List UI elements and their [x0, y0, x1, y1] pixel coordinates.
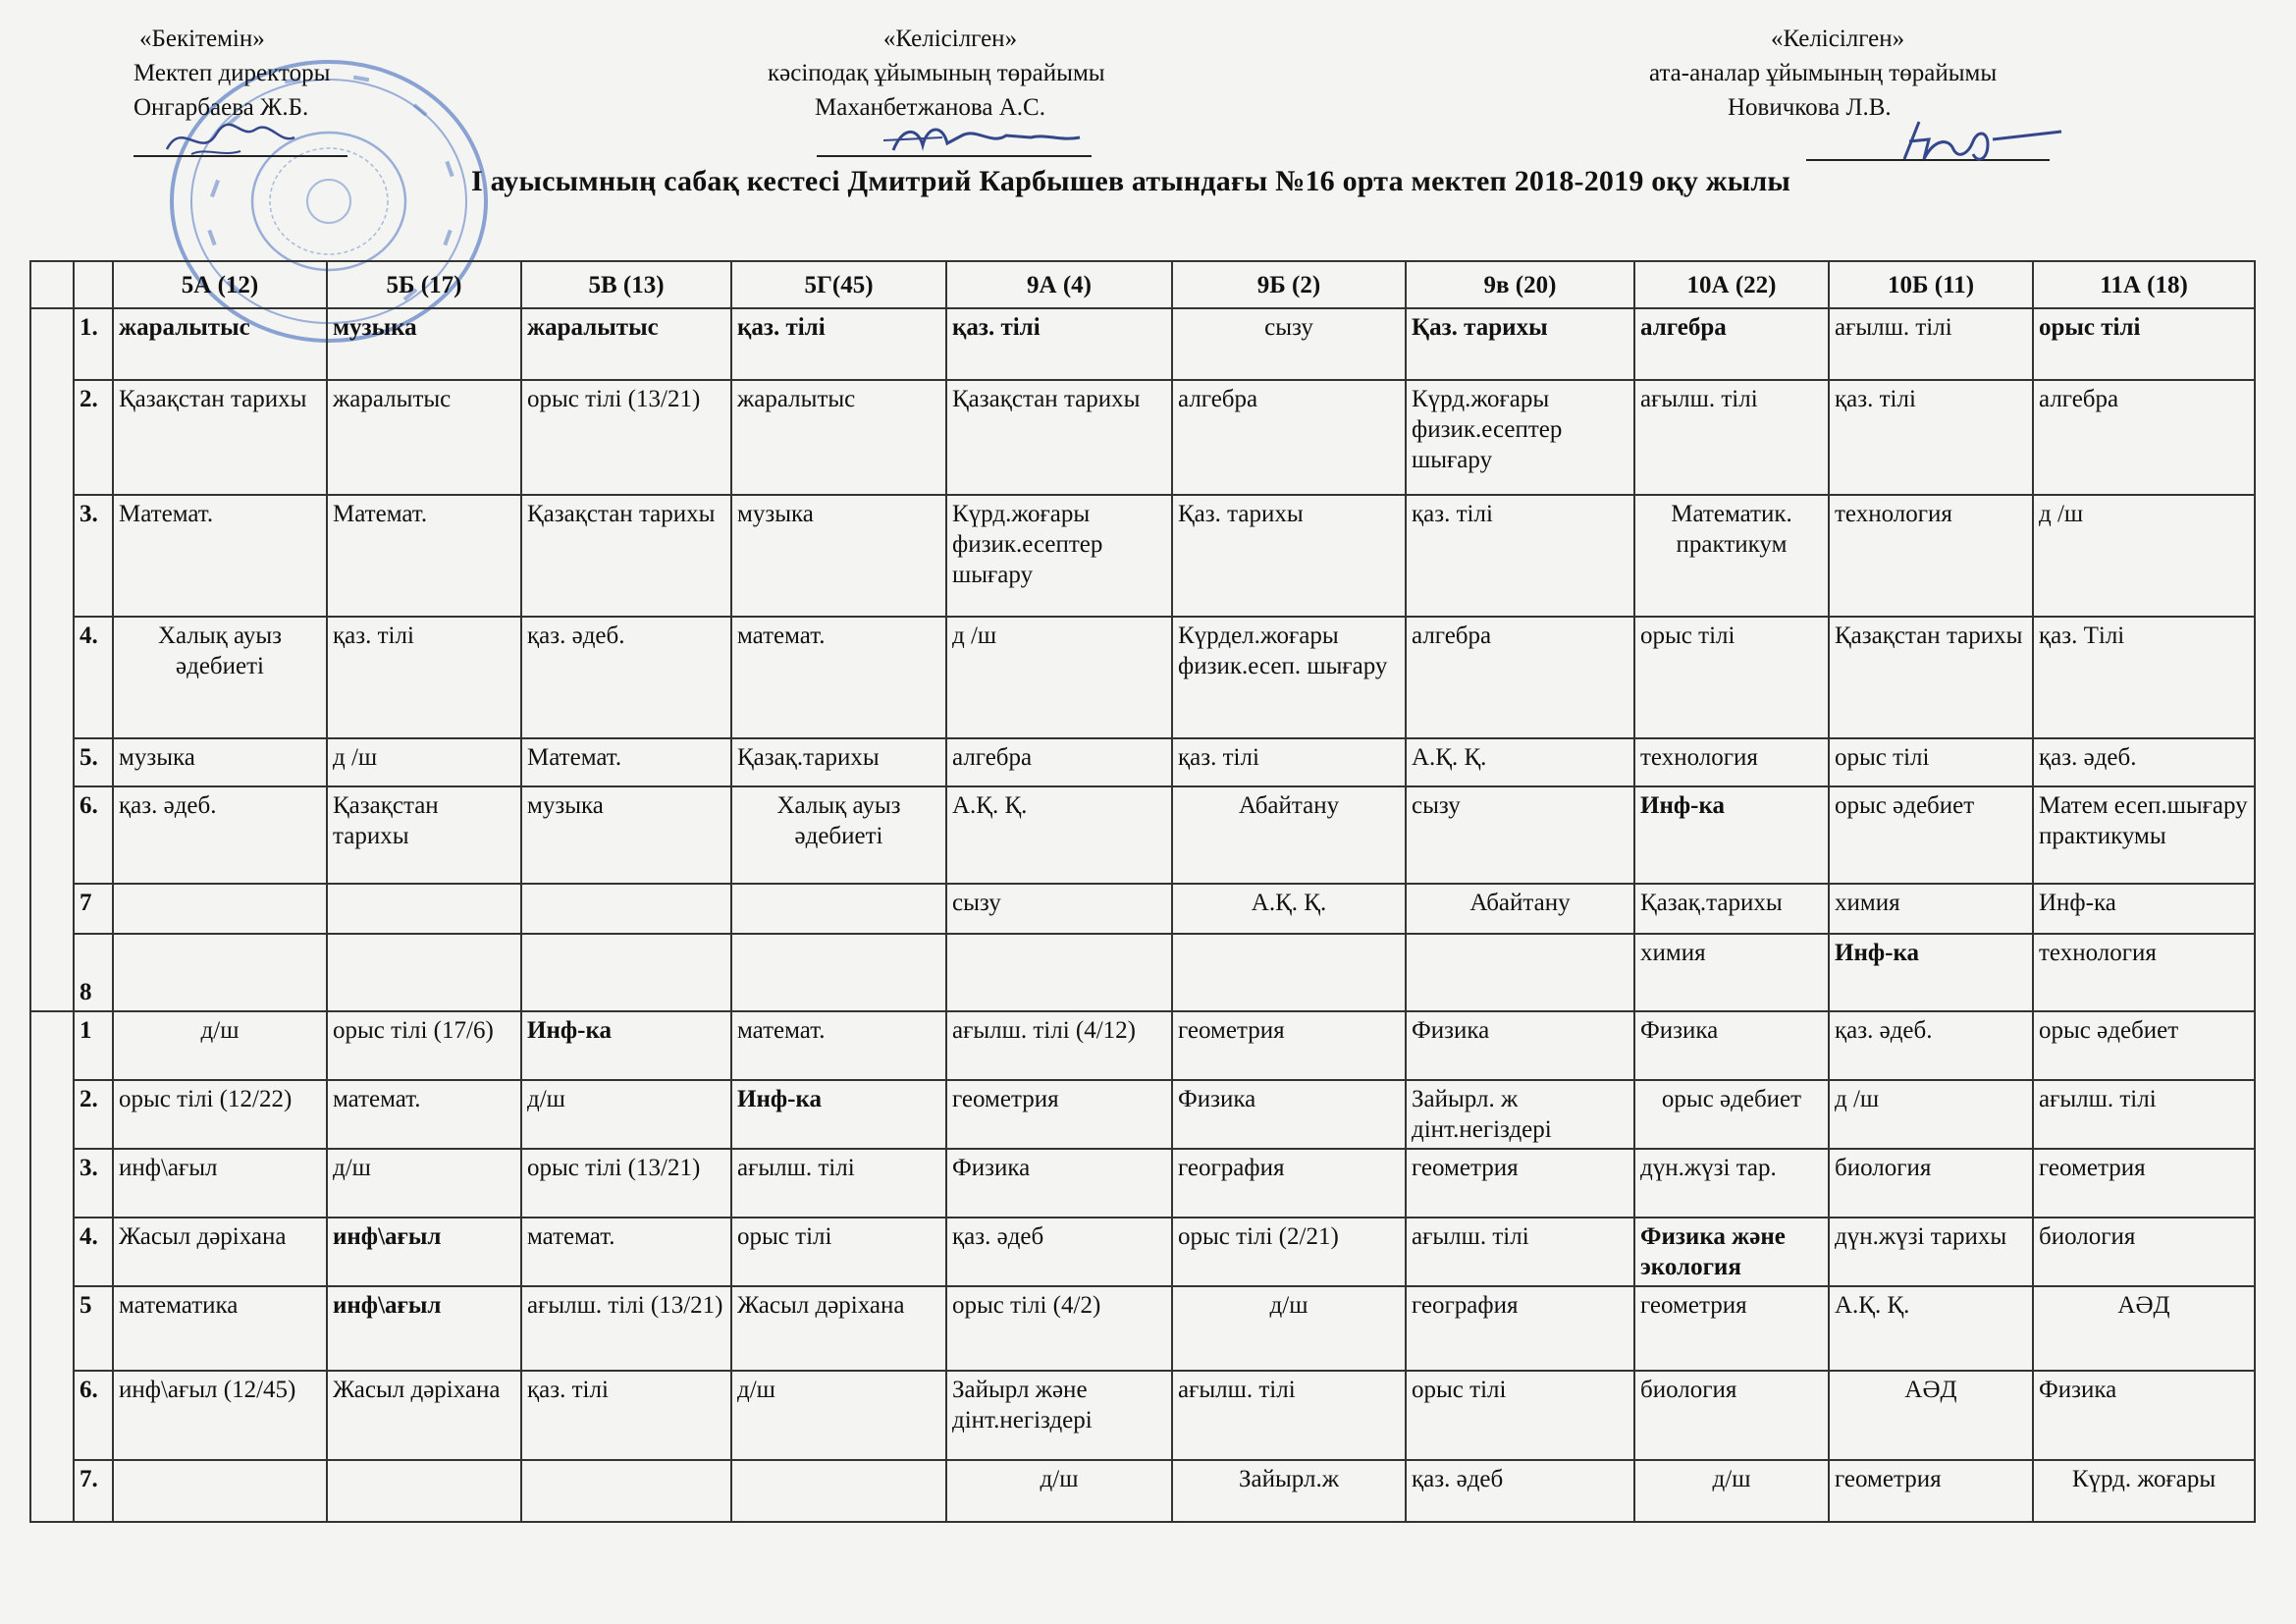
subject-cell: Зайырл. ж дінт.негіздері: [1406, 1080, 1634, 1149]
subject-cell: [1406, 934, 1634, 1011]
lesson-number: 1.: [74, 308, 113, 380]
subject-cell: қаз. әдеб.: [2033, 738, 2255, 786]
subject-cell: дүн.жүзі тарихы: [1829, 1218, 2033, 1286]
subject-cell: жаралытыс: [327, 380, 521, 495]
subject-cell: ағылш. тілі: [731, 1149, 946, 1218]
schedule-row: [30, 1149, 2255, 1218]
column-header: 5Б (17): [327, 261, 521, 308]
header-day-cell: [30, 261, 74, 308]
lesson-number: 4.: [74, 617, 113, 738]
document-title: I ауысымның сабақ кестесі Дмитрий Карбышев атындағы №16 орта мектеп 2018-2019 оқу жылы: [471, 165, 1791, 197]
subject-cell: музыка: [731, 495, 946, 617]
column-header: 11А (18): [2033, 261, 2255, 308]
subject-cell: жаралытыс: [731, 380, 946, 495]
subject-cell: музыка: [327, 308, 521, 380]
subject-cell: Зайырл және дінт.негіздері: [946, 1371, 1172, 1460]
header-row: [30, 261, 2255, 308]
subject-cell: Физика: [946, 1149, 1172, 1218]
subject-cell: биология: [1634, 1371, 1829, 1460]
day-label-cell: [30, 308, 74, 1011]
subject-cell: Халық ауыз әдебиеті: [113, 617, 327, 738]
subject-cell: Жасыл дәріхана: [327, 1371, 521, 1460]
schedule-row: [30, 884, 2255, 934]
lesson-number: 5.: [74, 738, 113, 786]
schedule-row: [30, 495, 2255, 617]
subject-cell: алгебра: [1172, 380, 1406, 495]
subject-cell: орыс тілі: [731, 1218, 946, 1286]
subject-cell: алгебра: [1406, 617, 1634, 738]
lesson-number: 3.: [74, 1149, 113, 1218]
subject-cell: Физика: [1172, 1080, 1406, 1149]
subject-cell: Қазақстан тарихы: [1829, 617, 2033, 738]
subject-cell: Күрдел.жоғары физик.есеп. шығару: [1172, 617, 1406, 738]
subject-cell: химия: [1634, 934, 1829, 1011]
subject-cell: д /ш: [946, 617, 1172, 738]
subject-cell: Абайтану: [1406, 884, 1634, 934]
schedule-row: [30, 934, 2255, 1011]
subject-cell: [946, 934, 1172, 1011]
subject-cell: Халық ауыз әдебиеті: [731, 786, 946, 884]
subject-cell: орыс әдебиет: [2033, 1011, 2255, 1080]
subject-cell: геометрия: [946, 1080, 1172, 1149]
subject-cell: Қазақ.тарихы: [1634, 884, 1829, 934]
subject-cell: д /ш: [1829, 1080, 2033, 1149]
subject-cell: [1172, 934, 1406, 1011]
approval-right-label: «Келісілген»: [1771, 26, 1905, 52]
subject-cell: [327, 884, 521, 934]
subject-cell: А.Қ. Қ.: [946, 786, 1172, 884]
subject-cell: Қазақстан тарихы: [327, 786, 521, 884]
subject-cell: алгебра: [1634, 308, 1829, 380]
column-header: 10Б (11): [1829, 261, 2033, 308]
column-header: 9А (4): [946, 261, 1172, 308]
subject-cell: география: [1172, 1149, 1406, 1218]
lesson-number: 7.: [74, 1460, 113, 1522]
subject-cell: дүн.жүзі тар.: [1634, 1149, 1829, 1218]
subject-cell: Физика: [1406, 1011, 1634, 1080]
lesson-number: 1: [74, 1011, 113, 1080]
schedule-row: [30, 738, 2255, 786]
subject-cell: геометрия: [1634, 1286, 1829, 1371]
subject-cell: [731, 934, 946, 1011]
schedule-row: [30, 1218, 2255, 1286]
subject-cell: Жасыл дәріхана: [113, 1218, 327, 1286]
subject-cell: орыс тілі (13/21): [521, 380, 731, 495]
subject-cell: технология: [2033, 934, 2255, 1011]
subject-cell: биология: [2033, 1218, 2255, 1286]
subject-cell: Күрд.жоғары физик.есептер шығару: [946, 495, 1172, 617]
subject-cell: Инф-ка: [1634, 786, 1829, 884]
subject-cell: алгебра: [946, 738, 1172, 786]
schedule-table: [29, 260, 2256, 1523]
subject-cell: инф\ағыл: [327, 1218, 521, 1286]
subject-cell: музыка: [521, 786, 731, 884]
subject-cell: қаз. әдеб: [946, 1218, 1172, 1286]
schedule-row: [30, 308, 2255, 380]
approval-middle-label: «Келісілген»: [882, 26, 1018, 52]
subject-cell: орыс тілі (2/21): [1172, 1218, 1406, 1286]
subject-cell: қаз. тілі: [1829, 380, 2033, 495]
subject-cell: д /ш: [327, 738, 521, 786]
subject-cell: ағылш. тілі: [1406, 1218, 1634, 1286]
schedule-row: [30, 617, 2255, 738]
subject-cell: [327, 1460, 521, 1522]
lesson-number: 3.: [74, 495, 113, 617]
subject-cell: Математ.: [327, 495, 521, 617]
subject-cell: геометрия: [1172, 1011, 1406, 1080]
subject-cell: ағылш. тілі (13/21): [521, 1286, 731, 1371]
schedule-row: [30, 1011, 2255, 1080]
subject-cell: Абайтану: [1172, 786, 1406, 884]
subject-cell: математика: [113, 1286, 327, 1371]
subject-cell: геометрия: [1829, 1460, 2033, 1522]
subject-cell: д/ш: [946, 1460, 1172, 1522]
subject-cell: инф\ағыл: [113, 1149, 327, 1218]
subject-cell: сызу: [1172, 308, 1406, 380]
subject-cell: қаз. әдеб: [1406, 1460, 1634, 1522]
subject-cell: Қазақ.тарихы: [731, 738, 946, 786]
schedule-row: [30, 786, 2255, 884]
schedule-row: [30, 1371, 2255, 1460]
column-header: 9Б (2): [1172, 261, 1406, 308]
subject-cell: [521, 934, 731, 1011]
subject-cell: Қаз. тарихы: [1172, 495, 1406, 617]
approval-left-name: Онгарбаева Ж.Б.: [133, 94, 309, 121]
lesson-number: 2.: [74, 1080, 113, 1149]
subject-cell: Инф-ка: [2033, 884, 2255, 934]
subject-cell: қаз. тілі: [731, 308, 946, 380]
subject-cell: Физика: [2033, 1371, 2255, 1460]
subject-cell: ағылш. тілі: [1172, 1371, 1406, 1460]
approval-left-label: «Бекітемін»: [139, 26, 265, 52]
subject-cell: орыс тілі: [2033, 308, 2255, 380]
column-header: 5Г(45): [731, 261, 946, 308]
subject-cell: геометрия: [1406, 1149, 1634, 1218]
subject-cell: [113, 1460, 327, 1522]
subject-cell: А.Қ. Қ.: [1829, 1286, 2033, 1371]
subject-cell: қаз. әдеб.: [521, 617, 731, 738]
subject-cell: орыс тілі (4/2): [946, 1286, 1172, 1371]
subject-cell: орыс тілі: [1406, 1371, 1634, 1460]
subject-cell: д/ш: [731, 1371, 946, 1460]
approval-right-name: Новичкова Л.В.: [1728, 94, 1892, 121]
column-header: 5А (12): [113, 261, 327, 308]
subject-cell: қаз. тілі: [946, 308, 1172, 380]
subject-cell: [327, 934, 521, 1011]
approval-middle-name: Маханбетжанова А.С.: [815, 94, 1045, 121]
subject-cell: алгебра: [2033, 380, 2255, 495]
subject-cell: Математ.: [113, 495, 327, 617]
subject-cell: орыс тілі: [1829, 738, 2033, 786]
subject-cell: д/ш: [327, 1149, 521, 1218]
lesson-number: 7: [74, 884, 113, 934]
subject-cell: орыс тілі: [1634, 617, 1829, 738]
column-header: 9в (20): [1406, 261, 1634, 308]
subject-cell: қаз. тілі: [1406, 495, 1634, 617]
subject-cell: д /ш: [2033, 495, 2255, 617]
subject-cell: жаралытыс: [521, 308, 731, 380]
subject-cell: орыс әдебиет: [1634, 1080, 1829, 1149]
subject-cell: АӘД: [1829, 1371, 2033, 1460]
subject-cell: қаз. тілі: [1172, 738, 1406, 786]
subject-cell: [521, 1460, 731, 1522]
column-header: 5В (13): [521, 261, 731, 308]
subject-cell: қаз. тілі: [327, 617, 521, 738]
subject-cell: ағылш. тілі (4/12): [946, 1011, 1172, 1080]
subject-cell: АӘД: [2033, 1286, 2255, 1371]
day-label-cell: [30, 1011, 74, 1522]
subject-cell: технология: [1634, 738, 1829, 786]
subject-cell: [521, 884, 731, 934]
subject-cell: орыс тілі (12/22): [113, 1080, 327, 1149]
subject-cell: [113, 884, 327, 934]
subject-cell: Жасыл дәріхана: [731, 1286, 946, 1371]
subject-cell: д/ш: [1172, 1286, 1406, 1371]
lesson-number: 2.: [74, 380, 113, 495]
approval-middle: [768, 22, 1219, 125]
subject-cell: Қазақстан тарихы: [946, 380, 1172, 495]
subject-cell: қаз. тілі: [521, 1371, 731, 1460]
subject-cell: д/ш: [113, 1011, 327, 1080]
subject-cell: технология: [1829, 495, 2033, 617]
subject-cell: математ.: [521, 1218, 731, 1286]
subject-cell: қаз. әдеб.: [113, 786, 327, 884]
subject-cell: геометрия: [2033, 1149, 2255, 1218]
approval-right-position: ата-аналар ұйымының төрайымы: [1649, 60, 1998, 86]
subject-cell: Инф-ка: [1829, 934, 2033, 1011]
subject-cell: Қаз. тарихы: [1406, 308, 1634, 380]
schedule-row: [30, 1286, 2255, 1371]
column-header: 10А (22): [1634, 261, 1829, 308]
lesson-number: 5: [74, 1286, 113, 1371]
subject-cell: инф\ағыл (12/45): [113, 1371, 327, 1460]
subject-cell: математ.: [731, 617, 946, 738]
subject-cell: ағылш. тілі: [1634, 380, 1829, 495]
lesson-number: 4.: [74, 1218, 113, 1286]
subject-cell: ағылш. тілі: [2033, 1080, 2255, 1149]
right-signature: [1895, 110, 2071, 169]
subject-cell: Матем есеп.шығару практикумы: [2033, 786, 2255, 884]
subject-cell: А.Қ. Қ.: [1172, 884, 1406, 934]
subject-cell: биология: [1829, 1149, 2033, 1218]
middle-signature: [883, 116, 1099, 165]
subject-cell: сызу: [946, 884, 1172, 934]
subject-cell: д/ш: [1634, 1460, 1829, 1522]
header-num-cell: [74, 261, 113, 308]
subject-cell: математ.: [327, 1080, 521, 1149]
subject-cell: Математ.: [521, 738, 731, 786]
subject-cell: Күрд. жоғары: [2033, 1460, 2255, 1522]
subject-cell: музыка: [113, 738, 327, 786]
subject-cell: Қазақстан тарихы: [113, 380, 327, 495]
subject-cell: Физика және экология: [1634, 1218, 1829, 1286]
lesson-number: 6.: [74, 1371, 113, 1460]
subject-cell: жаралытыс: [113, 308, 327, 380]
schedule-row: [30, 380, 2255, 495]
schedule-row: [30, 1080, 2255, 1149]
subject-cell: ағылш. тілі: [1829, 308, 2033, 380]
approval-left-position: Мектеп директоры: [133, 60, 331, 86]
subject-cell: Физика: [1634, 1011, 1829, 1080]
subject-cell: Инф-ка: [731, 1080, 946, 1149]
subject-cell: Математик. практикум: [1634, 495, 1829, 617]
subject-cell: инф\ағыл: [327, 1286, 521, 1371]
subject-cell: д/ш: [521, 1080, 731, 1149]
subject-cell: қаз. әдеб.: [1829, 1011, 2033, 1080]
lesson-number: 6.: [74, 786, 113, 884]
approval-middle-position: кәсіподақ ұйымының төрайымы: [768, 60, 1105, 86]
subject-cell: Инф-ка: [521, 1011, 731, 1080]
subject-cell: сызу: [1406, 786, 1634, 884]
subject-cell: Қазақстан тарихы: [521, 495, 731, 617]
subject-cell: [113, 934, 327, 1011]
subject-cell: Күрд.жоғары физик.есептер шығару: [1406, 380, 1634, 495]
subject-cell: А.Қ. Қ.: [1406, 738, 1634, 786]
subject-cell: [731, 884, 946, 934]
subject-cell: орыс тілі (17/6): [327, 1011, 521, 1080]
subject-cell: орыс тілі (13/21): [521, 1149, 731, 1218]
subject-cell: қаз. Тілі: [2033, 617, 2255, 738]
subject-cell: Зайырл.ж: [1172, 1460, 1406, 1522]
lesson-number: 8: [74, 934, 113, 1011]
subject-cell: химия: [1829, 884, 2033, 934]
schedule-row: [30, 1460, 2255, 1522]
subject-cell: математ.: [731, 1011, 946, 1080]
subject-cell: орыс әдебиет: [1829, 786, 2033, 884]
subject-cell: география: [1406, 1286, 1634, 1371]
subject-cell: [731, 1460, 946, 1522]
left-signature: [162, 110, 299, 169]
